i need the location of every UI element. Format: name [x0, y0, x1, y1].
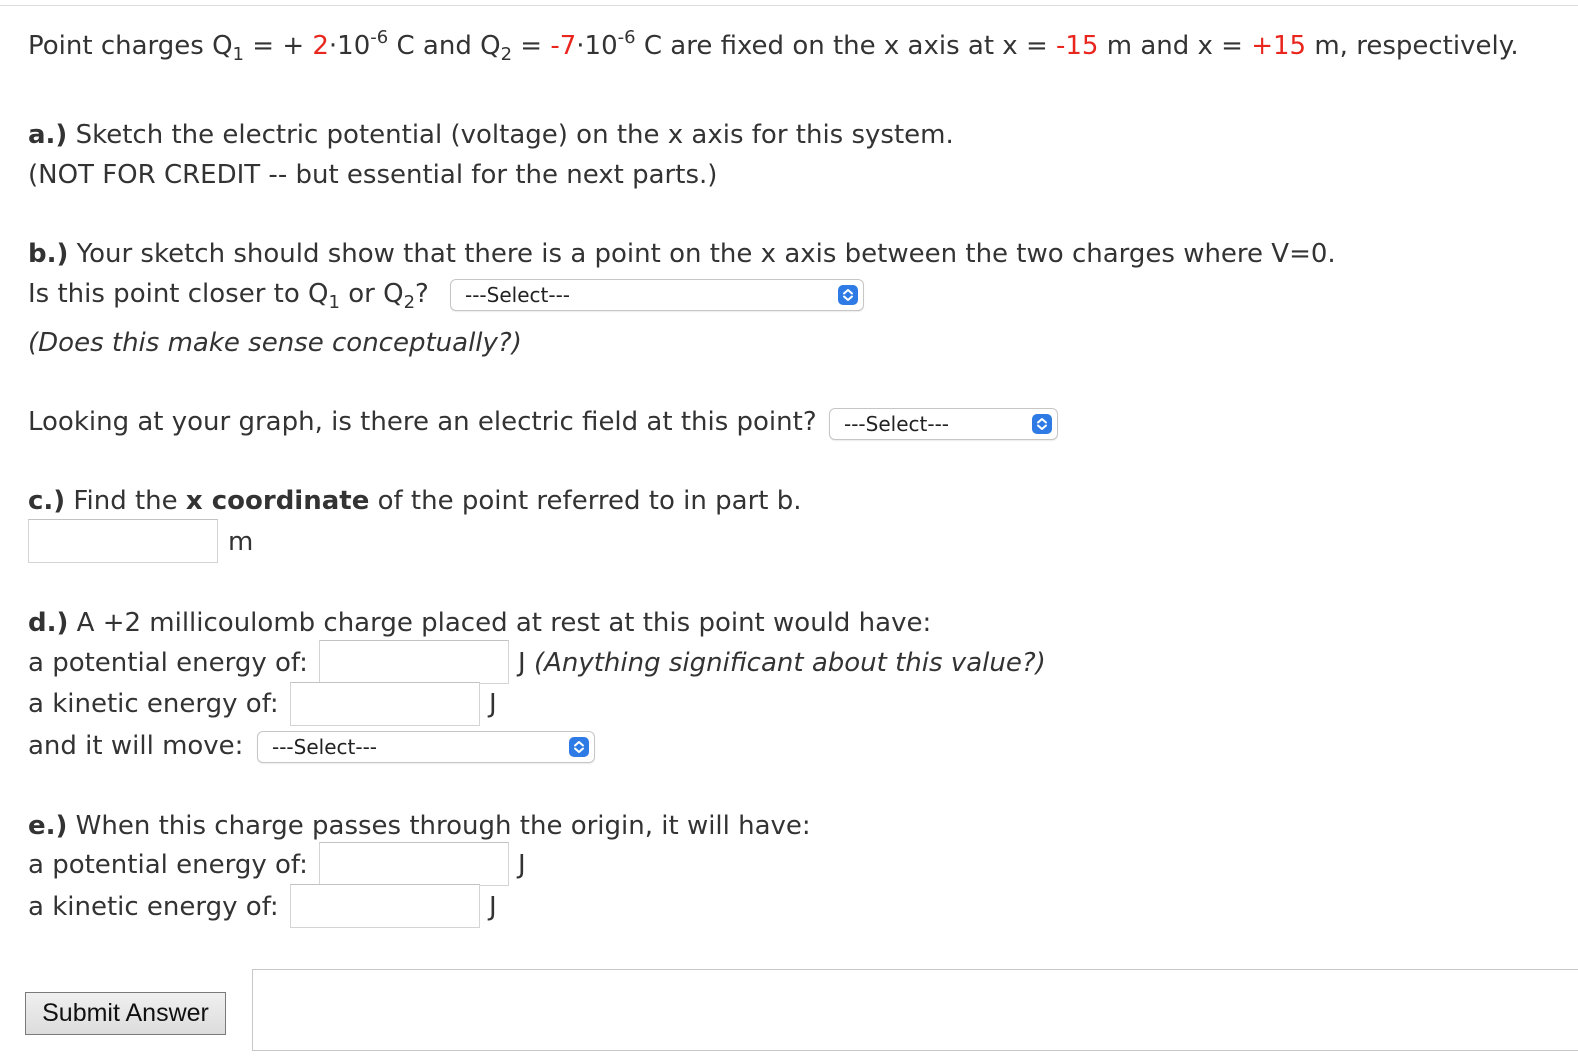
q2-coefficient: -7: [550, 31, 577, 61]
equals-text: = +: [244, 31, 313, 61]
d-potential-energy-unit-line: [518, 647, 1046, 679]
submit-answer-button[interactable]: Submit Answer: [25, 992, 226, 1035]
part-e-prompt: [28, 810, 811, 842]
q2-subscript: 2: [500, 44, 513, 65]
part-a-prompt: [28, 119, 954, 151]
select-chevron-icon: [838, 285, 858, 305]
part-c-prompt: [28, 485, 802, 517]
d-kinetic-energy-input[interactable]: [290, 682, 480, 726]
electric-field-select-value: ---Select---: [844, 412, 949, 436]
part-c-bold-text: x coordinate: [185, 486, 370, 516]
intro-text: Point charges Q: [28, 31, 233, 61]
x1-value: -15: [1056, 31, 1099, 61]
part-a-label: a.): [28, 120, 68, 150]
move-direction-select-value: ---Select---: [272, 735, 377, 759]
d-potential-energy-hint: (Anything significant about this value?): [533, 648, 1046, 678]
x-coordinate-unit: m: [228, 527, 254, 557]
closer-question-text: Is this point closer to Q: [28, 279, 329, 309]
d-potential-energy-input[interactable]: [319, 640, 509, 684]
move-direction-select[interactable]: [257, 731, 595, 763]
d-potential-energy-label: a potential energy of:: [28, 648, 308, 678]
electric-field-select[interactable]: [829, 408, 1058, 440]
part-b-prompt: [28, 238, 1336, 270]
q2-exponent: -6: [617, 27, 636, 48]
part-a-note: (NOT FOR CREDIT -- but essential for the next parts.): [28, 160, 718, 190]
meters-and-text: m and x =: [1098, 31, 1252, 61]
d-kinetic-energy-label: a kinetic energy of:: [28, 689, 279, 719]
e-potential-energy-label: a potential energy of:: [28, 850, 308, 880]
e-kinetic-energy-unit: J: [489, 892, 497, 922]
question-mark: ?: [415, 279, 429, 309]
q2-power-base: ·10: [576, 31, 618, 61]
d-potential-energy-unit: J: [518, 648, 526, 678]
q1-exponent: -6: [370, 27, 389, 48]
closer-charge-select[interactable]: [450, 279, 864, 311]
d-kinetic-energy-unit: J: [489, 689, 497, 719]
part-b-label: b.): [28, 239, 69, 269]
x-coordinate-input[interactable]: [28, 519, 218, 563]
part-b-question: [28, 278, 429, 313]
problem-statement: [28, 27, 1519, 65]
q1-subscript: 1: [328, 292, 340, 313]
part-d-prompt: [28, 607, 931, 639]
coulomb-and-text: C and Q: [388, 31, 501, 61]
part-c-text-suffix: of the point referred to in part b.: [369, 486, 802, 516]
or-q-text: or Q: [339, 279, 404, 309]
e-kinetic-energy-input[interactable]: [290, 884, 480, 928]
q1-coefficient: 2: [312, 31, 329, 61]
q2-subscript: 2: [403, 292, 416, 313]
part-b-text: Your sketch should show that there is a point on the x axis between the two charges where V=0.: [68, 239, 1336, 269]
fixed-text: C are fixed on the x axis at x =: [635, 31, 1056, 61]
part-e-label: e.): [28, 811, 68, 841]
select-chevron-icon: [569, 737, 589, 757]
top-divider: [0, 5, 1578, 6]
electric-field-question: Looking at your graph, is there an electric field at this point?: [28, 407, 817, 437]
equals-text: =: [512, 31, 551, 61]
e-kinetic-energy-label: a kinetic energy of:: [28, 892, 279, 922]
e-potential-energy-input[interactable]: [319, 842, 509, 886]
select-chevron-icon: [1032, 414, 1052, 434]
part-d-label: d.): [28, 608, 69, 638]
feedback-area: [252, 969, 1578, 1051]
e-potential-energy-unit: J: [518, 850, 526, 880]
q1-subscript: 1: [232, 44, 244, 65]
part-d-text: A +2 millicoulomb charge placed at rest at this point would have:: [68, 608, 932, 638]
part-a-text: Sketch the electric potential (voltage) on the x axis for this system.: [67, 120, 954, 150]
x2-value: +15: [1251, 31, 1307, 61]
part-e-text: When this charge passes through the origin, it will have:: [67, 811, 811, 841]
q1-power-base: ·10: [328, 31, 371, 61]
move-label: and it will move:: [28, 731, 244, 761]
part-c-text-prefix: Find the: [65, 486, 186, 516]
closer-charge-select-value: ---Select---: [465, 283, 570, 307]
part-b-hint: (Does this make sense conceptually?): [28, 328, 522, 358]
part-c-label: c.): [28, 486, 66, 516]
respectively-text: m, respectively.: [1306, 31, 1519, 61]
